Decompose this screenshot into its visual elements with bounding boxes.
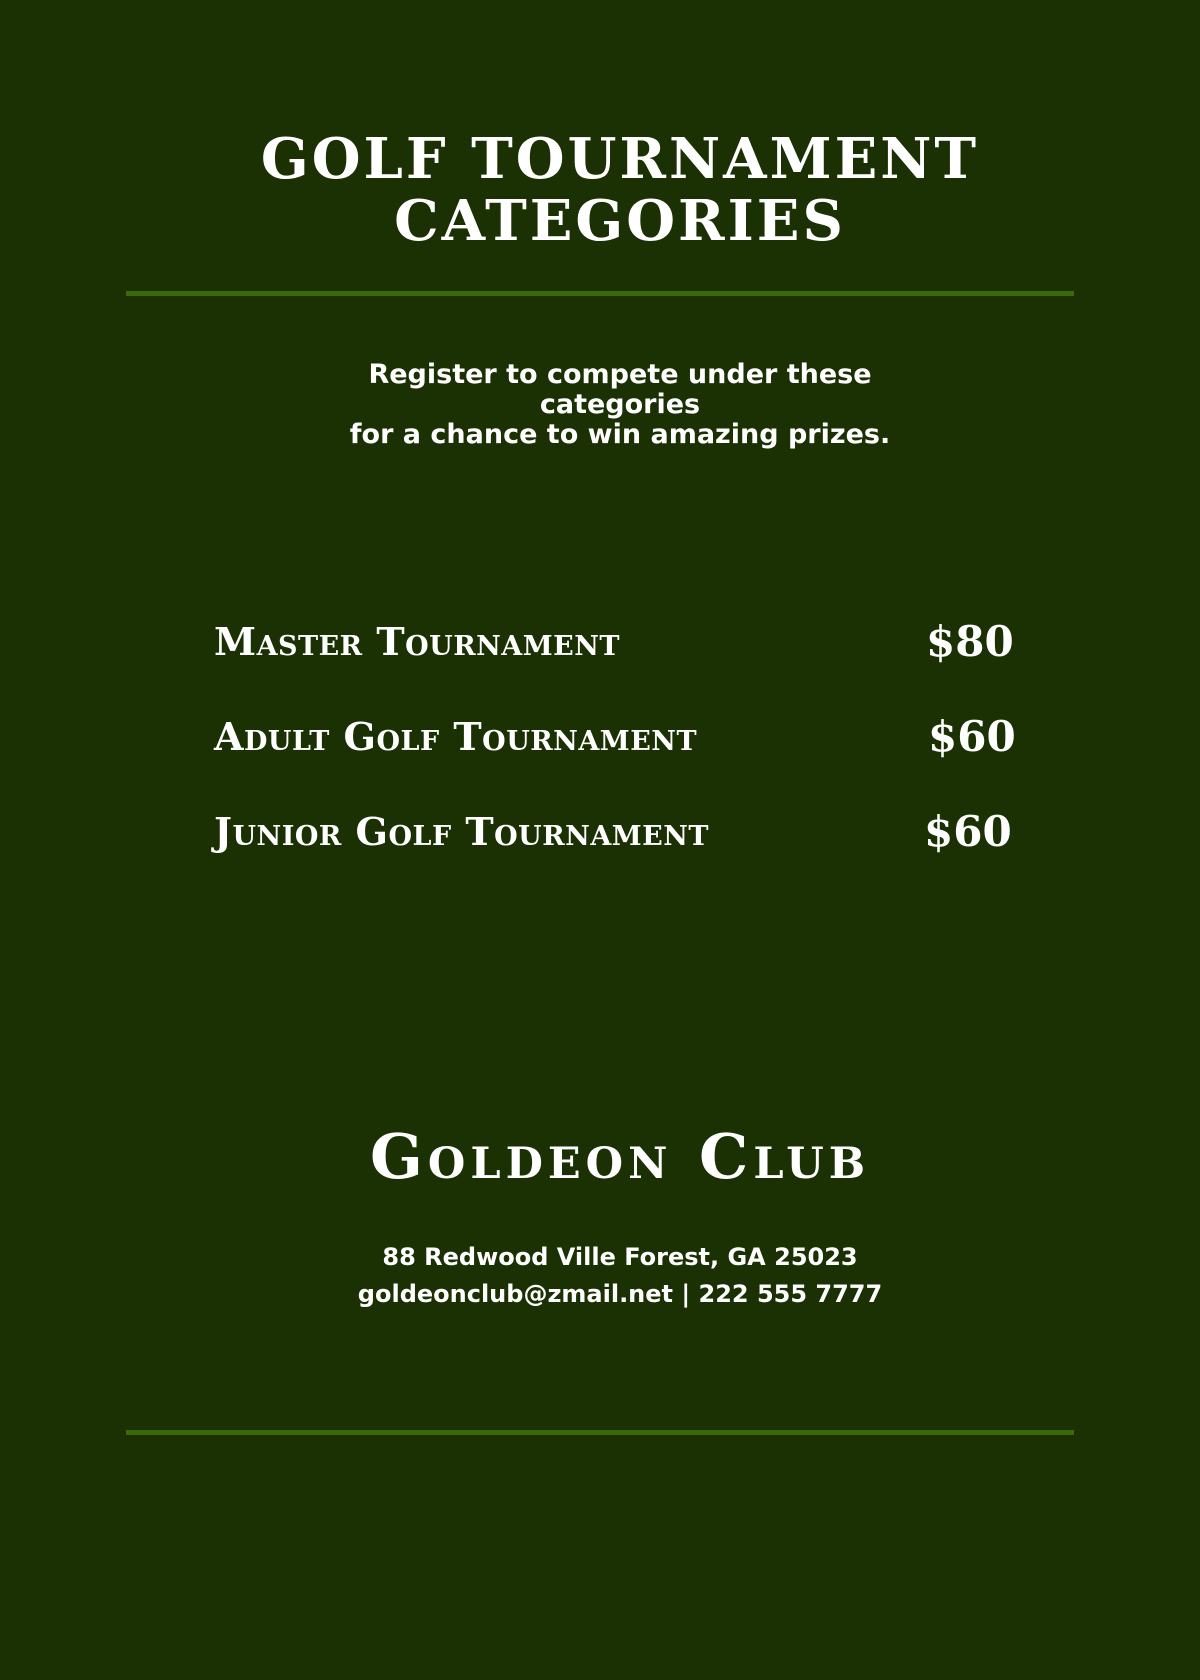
intro-line-2: categories (539, 389, 701, 420)
category-name: Adult Golf Tournament (214, 714, 698, 759)
club-name: Goldeon Club (369, 1120, 871, 1193)
category-price: $80 (926, 617, 1014, 666)
page-title (0, 128, 1200, 252)
club-address: 88 Redwood Ville Forest, GA 25023 (382, 1243, 858, 1271)
intro-line-1: Register to compete under these (368, 359, 872, 390)
category-row (214, 712, 1016, 762)
intro-line-3: for a chance to win amazing prizes. (349, 419, 891, 450)
category-row (214, 617, 1014, 667)
category-price: $60 (928, 712, 1016, 761)
top-divider (126, 291, 1074, 296)
intro-text (320, 360, 920, 450)
page-title-line-1: GOLF TOURNAMENT (260, 126, 980, 192)
page-title-line-2: CATEGORIES (394, 188, 846, 254)
club-email-phone: goldeonclub@zmail.net | 222 555 7777 (357, 1280, 883, 1308)
category-price: $60 (924, 807, 1012, 856)
bottom-divider (126, 1430, 1074, 1435)
category-name: Master Tournament (214, 619, 620, 664)
category-name: Junior Golf Tournament (214, 809, 710, 854)
category-row (214, 807, 1012, 857)
